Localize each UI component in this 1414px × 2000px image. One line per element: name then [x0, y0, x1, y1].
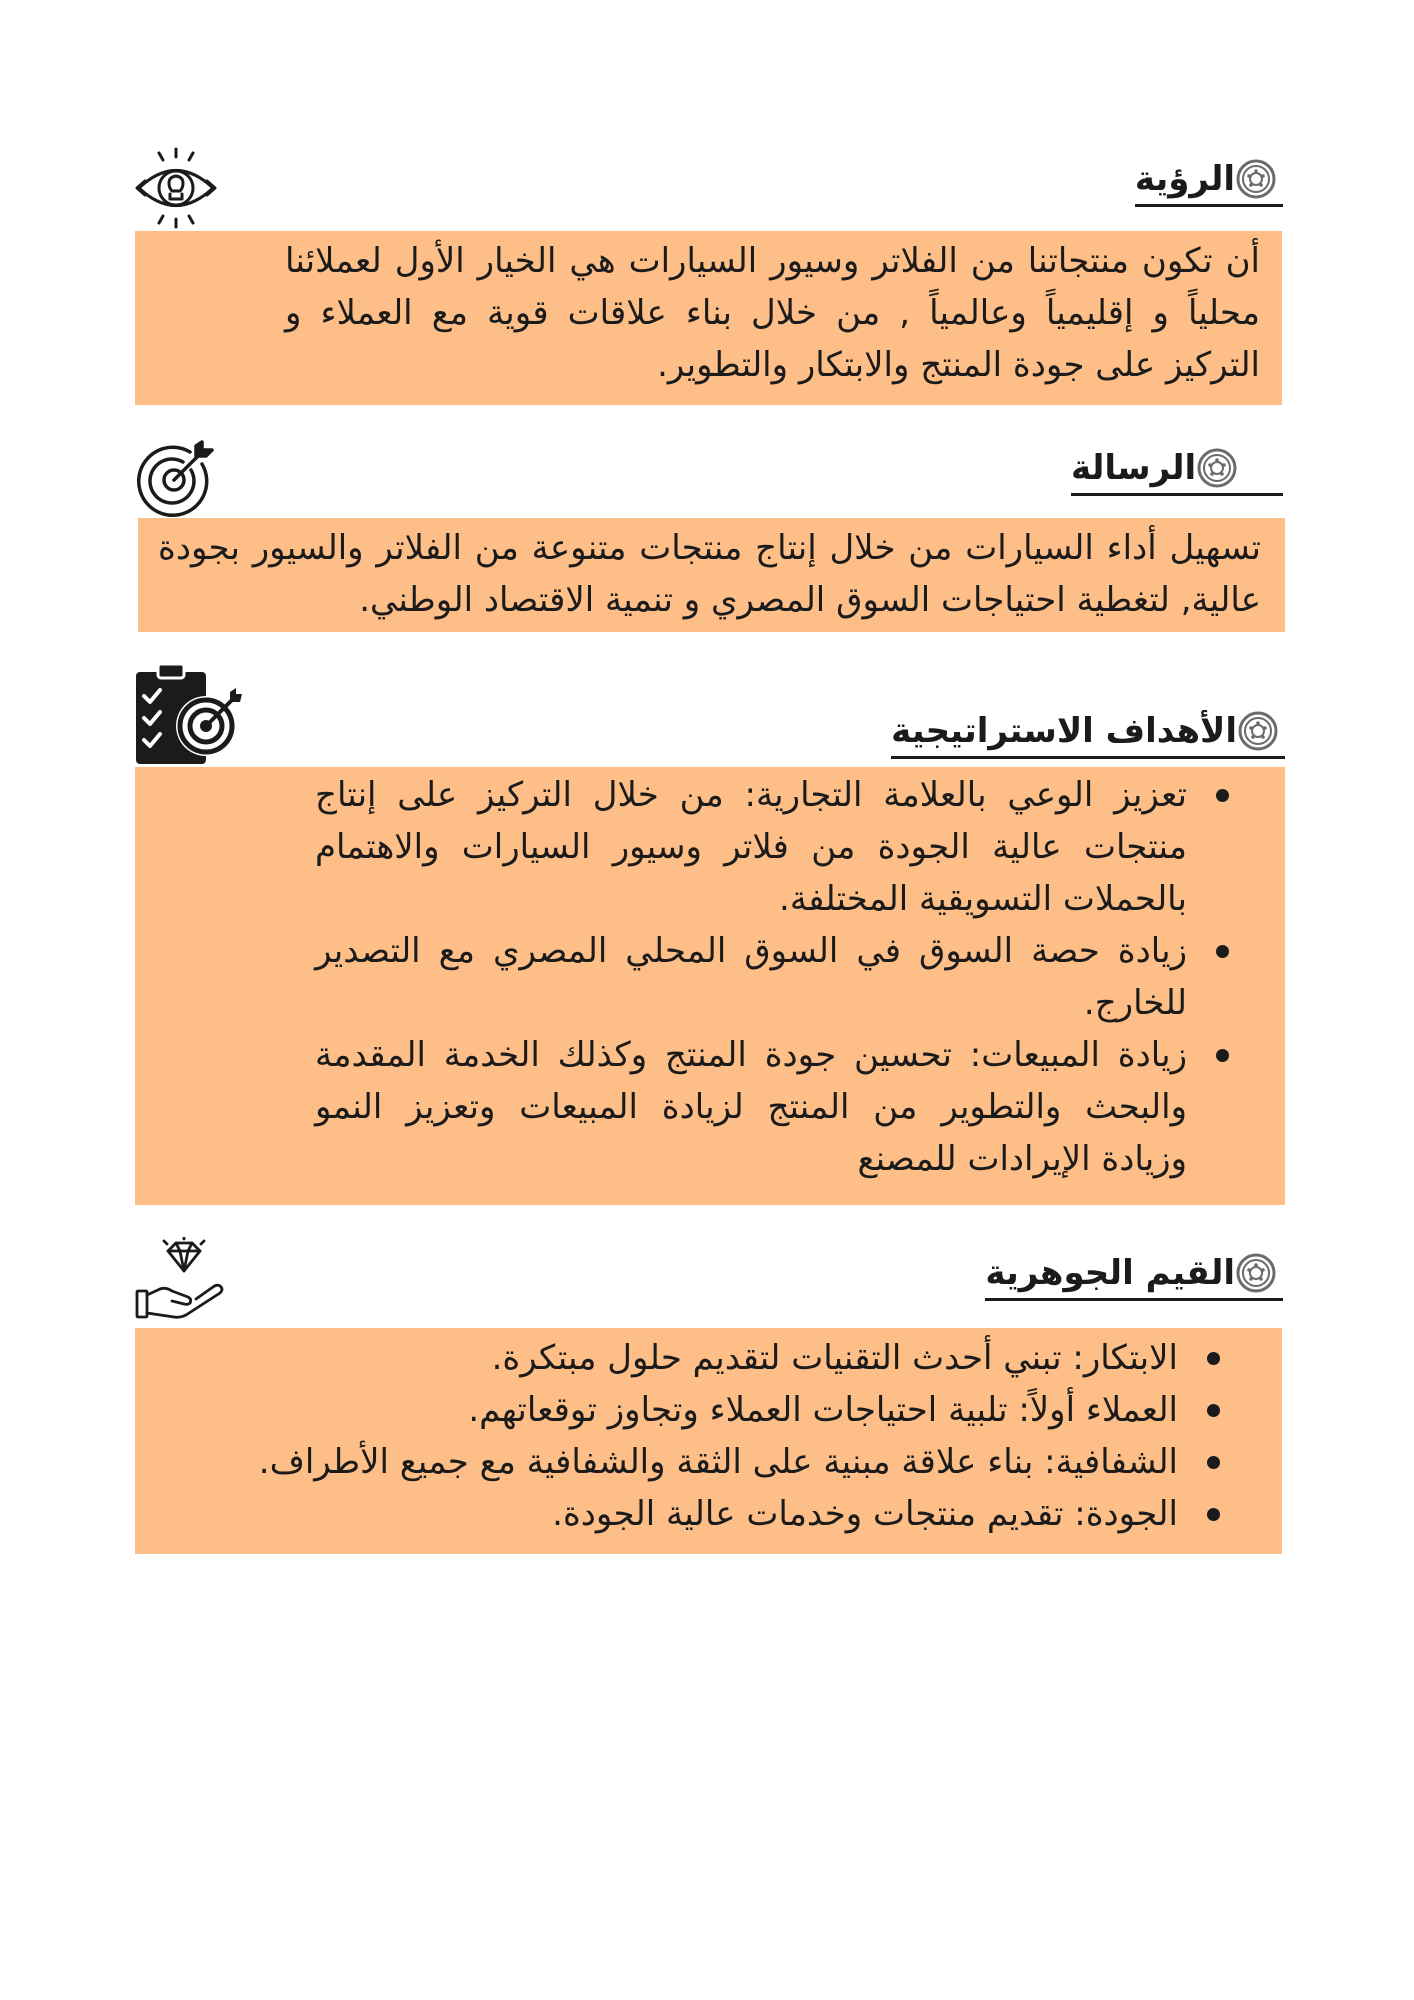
wheel-icon — [1196, 447, 1238, 489]
list-item: تعزيز الوعي بالعلامة التجارية: من خلال التركيز على إنتاج منتجات عالية الجودة من فلاتر وسيور السيارات والاهتمام بالحملات التسويقية المختلفة. — [315, 769, 1239, 925]
mission-text: تسهيل أداء السيارات من خلال إنتاج منتجات متنوعة من الفلاتر والسيور بجودة عالية, لتغطية احتياجات السوق المصري و تنمية الاقتصاد الوطني. — [158, 528, 1261, 620]
list-item: الشفافية: بناء علاقة مبنية على الثقة والشفافية مع جميع الأطراف. — [165, 1436, 1230, 1488]
vision-box — [135, 231, 1282, 405]
goals-list — [315, 769, 1239, 1185]
eye-lightbulb-icon — [133, 145, 219, 231]
bullet-dot — [1207, 1404, 1220, 1417]
bullet-dot — [1207, 1508, 1220, 1521]
mission-heading — [1071, 447, 1283, 496]
vision-heading — [1135, 158, 1283, 207]
mission-title: الرسالة — [1071, 448, 1197, 488]
values-list — [165, 1332, 1230, 1540]
values-title: القيم الجوهرية — [985, 1253, 1235, 1293]
bullet-dot — [1216, 1049, 1229, 1062]
wheel-icon — [1235, 1252, 1277, 1294]
goals-title: الأهداف الاستراتيجية — [891, 711, 1237, 751]
wheel-icon — [1235, 158, 1277, 200]
clipboard-target-icon — [134, 660, 244, 766]
target-arrow-icon — [136, 438, 216, 518]
goals-box — [135, 767, 1285, 1205]
wheel-icon — [1237, 710, 1279, 752]
values-heading — [985, 1252, 1283, 1301]
bullet-dot — [1207, 1456, 1220, 1469]
vision-text: أن تكون منتجاتنا من الفلاتر وسيور السيارات هي الخيار الأول لعملائنا محلياً و إقليمياً وعالمياً , من خلال بناء علاقات قوية مع العملاء و التركيز على جودة المنتج والابتكار والتطوير. — [285, 241, 1260, 385]
list-item: الابتكار: تبني أحدث التقنيات لتقديم حلول مبتكرة. — [165, 1332, 1230, 1384]
vision-title: الرؤية — [1134, 159, 1235, 199]
list-item: زيادة حصة السوق في السوق المحلي المصري مع التصدير للخارج. — [315, 925, 1239, 1029]
list-item: الجودة: تقديم منتجات وخدمات عالية الجودة. — [165, 1488, 1230, 1540]
goals-heading — [891, 710, 1285, 759]
hand-diamond-icon — [134, 1237, 226, 1321]
list-item: العملاء أولاً: تلبية احتياجات العملاء وتجاوز توقعاتهم. — [165, 1384, 1230, 1436]
bullet-dot — [1216, 789, 1229, 802]
bullet-dot — [1216, 945, 1229, 958]
values-box — [135, 1328, 1282, 1554]
list-item: زيادة المبيعات: تحسين جودة المنتج وكذلك الخدمة المقدمة والبحث والتطوير من المنتج لزيادة المبيعات وتعزيز النمو وزيادة الإيرادات للمصنع — [315, 1029, 1239, 1185]
mission-box — [138, 518, 1285, 632]
bullet-dot — [1207, 1352, 1220, 1365]
